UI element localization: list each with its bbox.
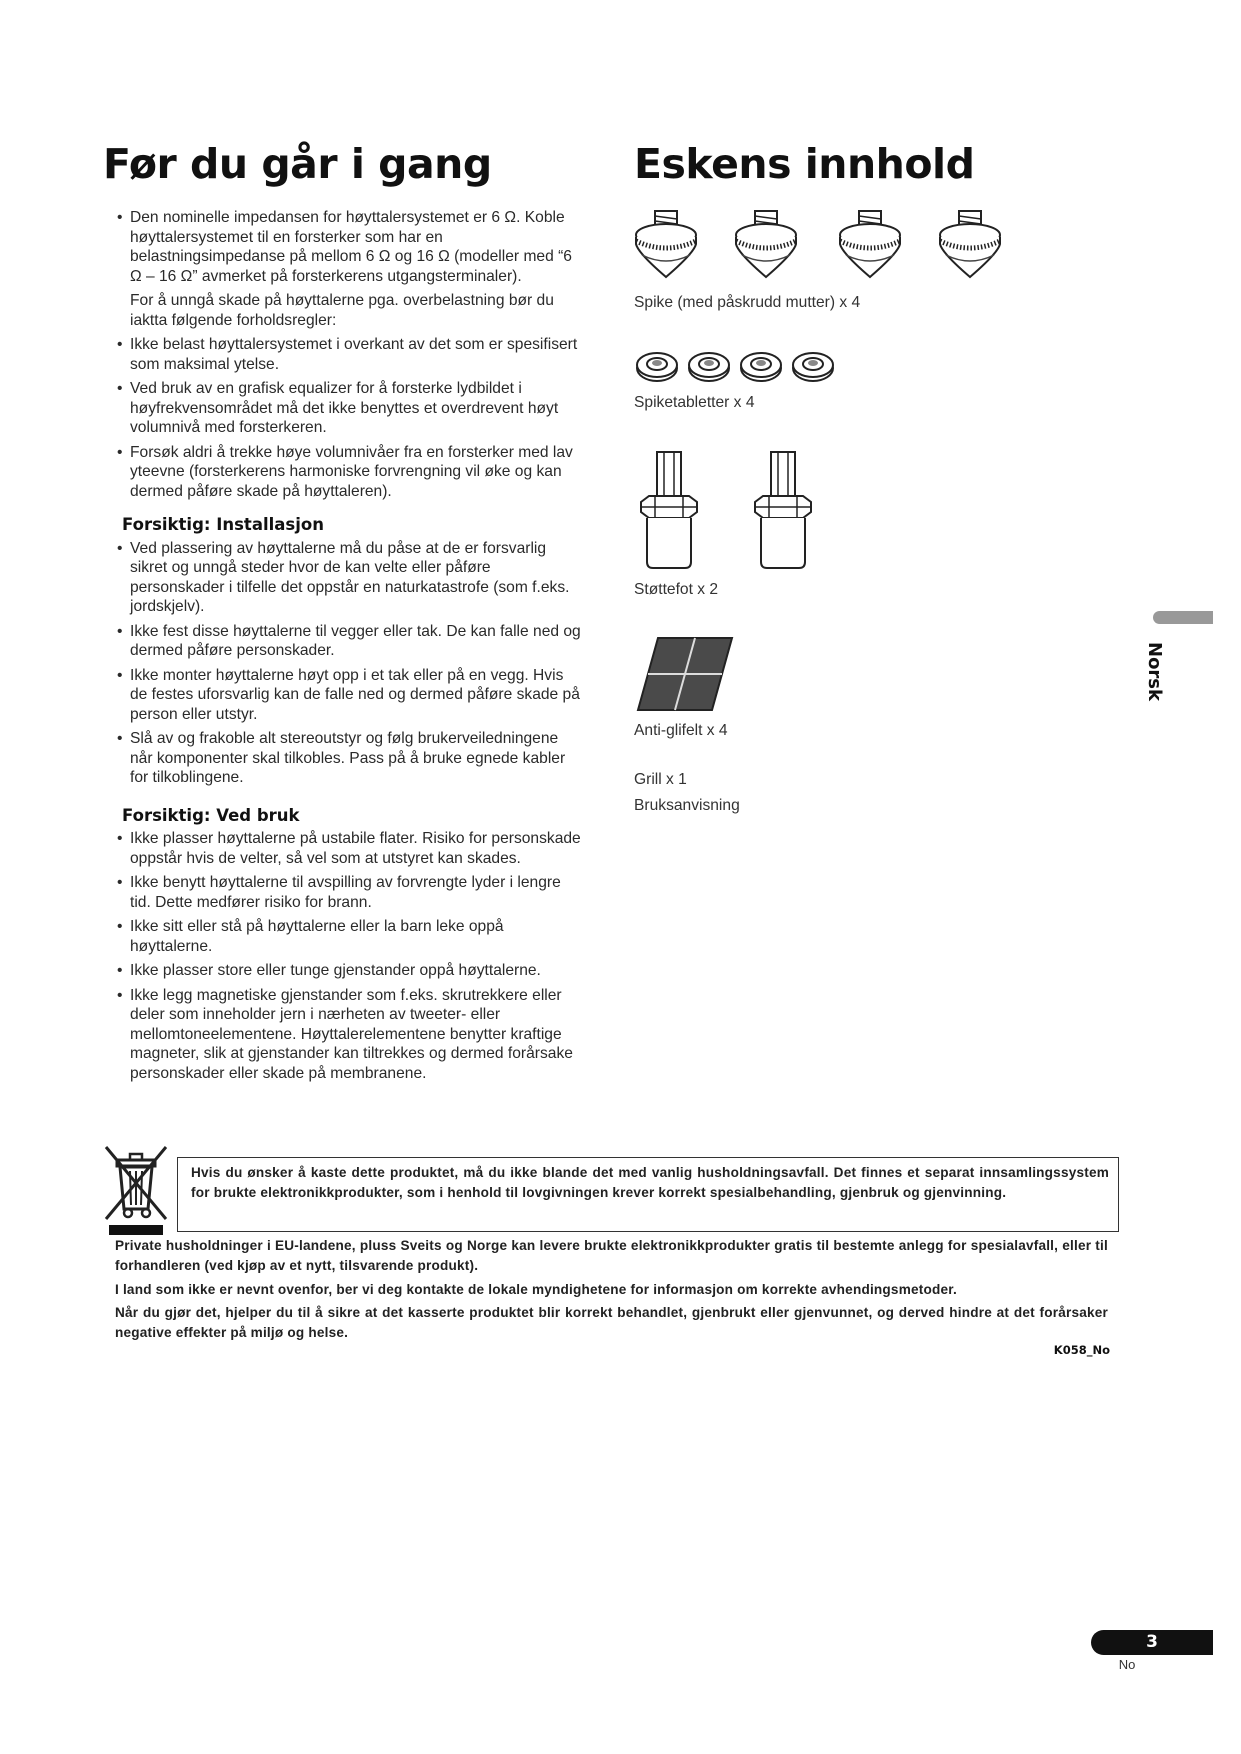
spike-caption: Spike (med påskrudd mutter) x 4	[634, 294, 861, 311]
installation-item: • Ved plassering av høyttalerne må du påse at de er forsvarlig sikret og unngå steder hvor de kan velte eller påføre personskader i tilfelle det oppstår en naturkatastrofe (som f.eks. jordskjelv).	[117, 539, 570, 615]
intro-paragraph: For å unngå skade på høyttalerne pga. overbelastning bør du iaktta følgende forholdsregler:	[130, 292, 554, 329]
page-number: 3	[1091, 1630, 1213, 1655]
page-language: No	[1118, 1657, 1136, 1672]
weee-paragraphs	[115, 1236, 1108, 1343]
spike-tablets-illustration	[630, 348, 840, 388]
manual-caption: Bruksanvisning	[634, 797, 740, 814]
language-tab	[1153, 611, 1213, 624]
weee-paragraph: I land som ikke er nevnt ovenfor, ber vi deg kontakte de lokale myndighetene for informasjon om korrekte avhendingsmetoder.	[115, 1281, 957, 1297]
left-column	[117, 208, 583, 1088]
right-title: Eskens innhold	[634, 140, 975, 188]
crossed-bin-icon	[104, 1145, 168, 1235]
spike-tablets-caption: Spiketabletter x 4	[634, 394, 755, 411]
installation-item: • Ikke fest disse høyttalerne til vegger eller tak. De kan falle ned og dermed påføre personskader.	[117, 622, 581, 659]
usage-item: • Ikke benytt høyttalerne til avspilling av forvrengte lyder i lengre tid. Dette medfører risiko for brann.	[117, 874, 561, 911]
installation-item: • Slå av og frakoble alt stereoutstyr og følg brukerveiledningene når komponenter skal tilkobles. Pass på å bruke egnede kabler for tilkoblingene.	[117, 730, 566, 786]
weee-paragraph: Når du gjør det, hjelper du til å sikre at det kasserte produktet blir korrekt behandlet, gjenbrukt eller gjenvunnet, og derved hindre at det forårsaker negative effekter på miljø og helse.	[115, 1305, 1108, 1341]
intro-bullet: • Ved bruk av en grafisk equalizer for å forsterke lydbildet i høyfrekvensområdet må det ikke benyttes et overdrevent høyt volumnivå med forsterkeren.	[117, 380, 559, 436]
installation-heading: Forsiktig: Installasjon	[122, 515, 324, 534]
support-feet-caption: Støttefot x 2	[634, 581, 719, 598]
spike-illustration	[630, 205, 1030, 295]
usage-item: • Ikke plasser store eller tunge gjenstander oppå høyttalerne.	[117, 962, 541, 979]
anti-slip-caption: Anti-glifelt x 4	[634, 722, 728, 739]
usage-item: • Ikke sitt eller stå på høyttalerne eller la barn leke oppå høyttalerne.	[117, 918, 504, 955]
intro-bullet: • Ikke belast høyttalersystemet i overkant av det som er spesifisert som maksimal ytelse.	[117, 336, 578, 373]
usage-heading: Forsiktig: Ved bruk	[122, 805, 300, 825]
usage-item: • Ikke plasser høyttalerne på ustabile flater. Risiko for personskade oppstår hvis de velter, så vel som at utstyret kan skades.	[117, 830, 581, 867]
intro-bullet: • Den nominelle impedansen for høyttalersystemet er 6 Ω. Koble høyttalersystemet til en forsterker som har en belastningsimpedanse på mellom 6 Ω og 16 Ω (modeller med “6 Ω – 16 Ω” avmerket på forsterkerens utgangsterminaler).	[117, 209, 572, 285]
language-label: Norsk	[1144, 642, 1165, 701]
anti-slip-felt-illustration	[630, 636, 740, 716]
intro-bullet: • Forsøk aldri å trekke høye volumnivåer fra en forsterker med lav yteevne (forsterkerens harmoniske forvrengning vil øke og kan dermed påføre skade på høyttaleren).	[117, 443, 573, 500]
support-feet-illustration	[630, 450, 830, 575]
left-title: Før du går i gang	[103, 140, 492, 188]
grill-caption: Grill x 1	[634, 771, 687, 788]
usage-item: • Ikke legg magnetiske gjenstander som f.eks. skrutrekkere eller deler som inneholder jern i nærheten av tweeter- eller mellomtoneelementene. Høyttalerelementene benytter kraftige magneter, slik at gjenstander kan tiltrekkes og dermed forårsake personskader eller skade på membranene.	[117, 986, 573, 1082]
installation-item: • Ikke monter høyttalerne høyt opp i et tak eller på en vegg. Hvis de festes uforsvarlig kan de falle ned og dermed påføre skade på person eller utstyr.	[117, 666, 580, 723]
weee-paragraph: Private husholdninger i EU-landene, pluss Sveits og Norge kan levere brukte elektronikkprodukter gratis til bestemte anlegg for spesialavfall, eller til forhandleren (ved kjøp av et nytt, tilsvarende produkt).	[115, 1238, 1108, 1273]
document-code: K058_No	[1053, 1343, 1110, 1357]
weee-notice-box	[177, 1157, 1119, 1232]
weee-notice-text: Hvis du ønsker å kaste dette produktet, må du ikke blande det med vanlig husholdningsavfall. Det finnes et separat innsamlingssystem for brukte elektronikkprodukter, som i henhold til lovgivningen krever korrekt spesialbehandling, gjenbruk og gjenvinning.	[191, 1165, 1109, 1200]
